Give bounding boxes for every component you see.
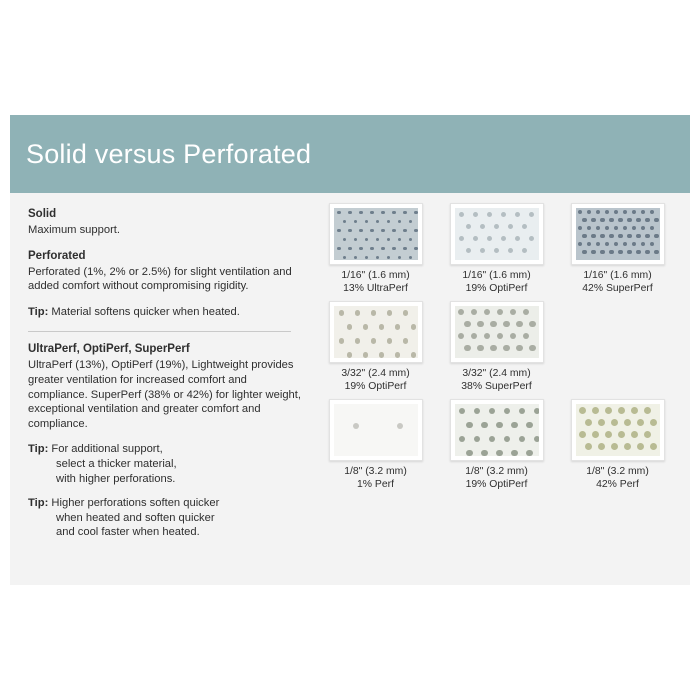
sample-perf-1 [319,399,432,491]
perforation-dot [609,234,613,238]
tip-2-line-2: select a thicker material, [56,457,177,470]
sample-optiperf-19-3-32 [319,301,432,393]
perforation-dot [511,422,518,429]
perforation-dot [365,238,368,241]
perforation-dot [627,218,631,222]
perforation-pattern [334,208,418,260]
sample-caption-size: 3/32" (2.4 mm) [341,368,410,379]
perforation-dot [515,236,520,241]
perforation-dot [637,443,644,450]
perforation-dot [395,352,401,358]
perforation-dot [355,310,361,316]
perforation-dot [654,234,658,238]
perforation-dot [654,218,658,222]
perf-grades-block [28,342,305,431]
perforation-dot [600,218,604,222]
perforation-dot [490,321,497,328]
tip-1-text: Material softens quicker when heated. [51,305,240,318]
perforation-dot [650,226,654,230]
perforation-dot [526,450,533,456]
perforation-dot [523,309,530,316]
perforation-dot [519,408,526,415]
perforation-dot [348,211,351,214]
perforation-dot [343,220,346,223]
sample-caption-grade: 13% UltraPerf [343,283,408,294]
perforation-dot [414,247,417,250]
perforation-dot [632,242,636,246]
page-title: Solid versus Perforated [26,138,312,169]
perforation-dot [481,422,488,429]
perforation-dot [359,229,362,232]
perforation-pattern [455,208,539,260]
perforation-dot [582,218,586,222]
perforation-dot [379,324,385,330]
perforation-pattern [576,208,660,260]
divider [28,331,291,332]
perforation-dot [477,345,484,352]
tip-2 [28,442,305,486]
perforation-dot [365,220,368,223]
perforation-dot [409,256,412,259]
perforation-dot [598,443,605,450]
perforation-dot [397,423,403,429]
perforation-dot [644,431,651,438]
perf-grades-text: UltraPerf (13%), OptiPerf (19%), Lightweight provides greater ventilation for increased comfort and compliance. SuperPerf (38% or 42%) for lighter weight, exceptional ventilation and greater comfort and compliance. [28,359,301,430]
perforation-dot [414,229,417,232]
perforation-dot [392,229,395,232]
perforation-dot [387,338,393,344]
tip-2-line-3: with higher perforations. [56,472,176,485]
perforation-dot [365,256,368,259]
perforation-dot [497,309,504,316]
perforation-dot [641,242,645,246]
perforation-dot [522,248,527,253]
perforation-dot [623,242,627,246]
perforation-dot [494,224,499,229]
perforation-dot [347,352,353,358]
sample-optiperf-19-1-8 [440,399,553,491]
swatch-image-perf-1 [329,399,423,461]
perforation-dot [370,247,373,250]
perforation-dot [650,419,657,426]
perforation-dot [591,250,595,254]
perforation-dot [459,236,464,241]
perforation-dot [650,210,654,214]
swatch-image-optiperf-19-3-32 [329,301,423,363]
perforation-dot [363,352,369,358]
perforation-dot [503,321,510,328]
swatch-image-optiperf-19-1-8 [450,399,544,461]
sample-superperf-42-1-16 [561,203,674,295]
perforation-dot [587,210,591,214]
tip-1-label: Tip: [28,305,49,318]
perforation-dot [579,431,586,438]
perforation-dot [473,212,478,217]
sample-grid [315,193,690,585]
sample-perf-42-1-8 [561,399,674,491]
perforation-dot [464,321,471,328]
perforation-dot [641,210,645,214]
sample-caption-grade: 19% OptiPerf [344,381,407,392]
perforation-dot [353,423,359,429]
perforation-dot [348,229,351,232]
perforation-dot [359,247,362,250]
perforation-dot [627,234,631,238]
perforation-pattern [455,404,539,456]
perforation-dot [398,220,401,223]
perforation-dot [596,210,600,214]
tip-2-line-1: For additional support, [51,443,163,456]
perforation-dot [496,422,503,429]
perforation-dot [522,224,527,229]
perforation-pattern [334,404,418,456]
perforation-dot [636,250,640,254]
perforation-dot [409,220,412,223]
tip-3-line-1: Higher perforations soften quicker [51,497,220,510]
perforation-dot [632,226,636,230]
perforation-dot [611,443,618,450]
perforation-dot [605,407,612,414]
perforation-dot [403,211,406,214]
perforation-dot [501,236,506,241]
perforation-dot [494,248,499,253]
tip-3-line-3: and cool faster when heated. [56,526,200,539]
perforation-dot [627,250,631,254]
perforation-dot [578,226,582,230]
perforation-dot [605,242,609,246]
perforation-dot [392,247,395,250]
perforation-dot [585,443,592,450]
sample-caption-grade: 38% SuperPerf [461,381,532,392]
perforation-dot [343,256,346,259]
perforation-dot [466,224,471,229]
perforation-dot [459,408,466,415]
perforation-dot [611,419,618,426]
perforation-dot [398,238,401,241]
perforation-dot [503,345,510,352]
perforation-dot [355,338,361,344]
perforation-dot [587,226,591,230]
perforation-dot [371,338,377,344]
perforation-dot [534,408,539,415]
perforation-dot [409,238,412,241]
perforation-dot [381,247,384,250]
perforation-dot [511,450,518,456]
perforation-dot [376,238,379,241]
perforation-dot [609,250,613,254]
sample-row [319,399,682,491]
perforation-dot [587,242,591,246]
sample-caption-size: 1/16" (1.6 mm) [462,270,531,281]
tip-3-line-2: when heated and soften quicker [56,511,215,524]
perforation-dot [614,242,618,246]
tip-3 [28,496,305,540]
sample-row [319,203,682,295]
perforation-dot [403,338,409,344]
perforation-dot [636,234,640,238]
perforation-dot [339,310,345,316]
perforation-dot [370,211,373,214]
sample-optiperf-19-1-16 [440,203,553,295]
sample-caption-size: 1/8" (3.2 mm) [465,466,528,477]
perforation-dot [497,333,504,340]
perforation-dot [650,443,657,450]
sample-caption-grade: 19% OptiPerf [465,283,528,294]
perforation-dot [387,310,393,316]
swatch-image-superperf-42-1-16 [571,203,665,265]
perforation-dot [600,234,604,238]
perforation-dot [508,224,513,229]
sample-caption-size: 1/8" (3.2 mm) [586,466,649,477]
sample-superperf-38-3-32 [440,301,553,393]
sample-row [319,301,682,393]
perforation-dot [354,238,357,241]
perforation-pattern [455,306,539,358]
perforation-dot [398,256,401,259]
perforation-dot [598,419,605,426]
card-header [10,115,690,193]
perforated-block [28,249,305,294]
perforation-dot [381,211,384,214]
perforation-dot [645,250,649,254]
perforation-dot [501,212,506,217]
perforation-dot [403,310,409,316]
perforation-dot [392,211,395,214]
tip-3-label: Tip: [28,497,49,510]
perforation-dot [496,450,503,456]
perforation-dot [605,226,609,230]
perforation-dot [596,226,600,230]
perforation-dot [585,419,592,426]
perforation-dot [624,443,631,450]
perforation-dot [600,250,604,254]
swatch-image-ultraperf-13 [329,203,423,265]
perforation-dot [644,407,651,414]
perforation-dot [411,324,417,330]
perforation-dot [473,236,478,241]
perforation-dot [487,212,492,217]
perforation-dot [337,211,340,214]
perforation-dot [645,234,649,238]
perforation-dot [582,250,586,254]
perforation-dot [387,256,390,259]
perforation-dot [489,436,496,443]
perforation-dot [466,422,473,429]
perforated-title: Perforated [28,249,86,262]
sample-caption-grade: 19% OptiPerf [465,479,528,490]
perforation-dot [645,218,649,222]
perforation-dot [490,345,497,352]
perforation-dot [458,309,465,316]
solid-block [28,207,305,238]
perforation-dot [534,436,539,443]
sample-ultraperf-13 [319,203,432,295]
perforation-dot [370,229,373,232]
sample-caption-grade: 1% Perf [357,479,394,490]
perforation-dot [403,229,406,232]
perforation-dot [578,210,582,214]
perforation-pattern [334,306,418,358]
card-body [10,193,690,585]
perforation-dot [582,234,586,238]
tip-1 [28,305,305,320]
perforation-dot [523,333,530,340]
description-column [10,193,315,585]
perforation-dot [411,352,417,358]
perforation-dot [459,212,464,217]
swatch-image-superperf-38-3-32 [450,301,544,363]
perforation-dot [395,324,401,330]
perforation-dot [481,450,488,456]
perforation-dot [376,256,379,259]
perforated-text: Perforated (1%, 2% or 2.5%) for slight ventilation and added comfort without compromising rigidity. [28,265,292,293]
perforation-dot [359,211,362,214]
perforation-dot [529,321,536,328]
perforation-dot [591,234,595,238]
perforation-dot [510,333,517,340]
perforation-dot [605,210,609,214]
perforation-dot [337,247,340,250]
perforation-dot [371,310,377,316]
perforation-dot [618,250,622,254]
perforation-dot [614,210,618,214]
perforation-dot [654,250,658,254]
swatch-image-perf-42-1-8 [571,399,665,461]
perforation-dot [516,345,523,352]
perforation-dot [623,226,627,230]
perforation-dot [381,229,384,232]
sample-caption-grade: 42% SuperPerf [582,283,653,294]
perforation-dot [526,422,533,429]
perforation-dot [489,408,496,415]
perforation-dot [624,419,631,426]
perforation-dot [605,431,612,438]
perforation-dot [484,309,491,316]
perforation-dot [347,324,353,330]
perforation-dot [515,212,520,217]
perforation-dot [414,211,417,214]
perforation-dot [592,431,599,438]
perforation-dot [591,218,595,222]
perforation-dot [609,218,613,222]
perforation-dot [354,220,357,223]
perforation-dot [339,338,345,344]
perforation-dot [631,407,638,414]
perforation-dot [578,242,582,246]
perforation-dot [337,229,340,232]
perforation-dot [618,407,625,414]
perforation-dot [516,321,523,328]
perforation-dot [466,248,471,253]
perforation-dot [510,309,517,316]
perforation-dot [471,333,478,340]
perforation-dot [614,226,618,230]
sample-caption-size: 1/16" (1.6 mm) [583,270,652,281]
perforation-dot [529,236,534,241]
perforation-dot [487,236,492,241]
perforation-dot [508,248,513,253]
solid-text: Maximum support. [28,224,121,236]
sample-caption-size: 1/8" (3.2 mm) [344,466,407,477]
perforation-dot [474,408,481,415]
perforation-dot [529,345,536,352]
perforation-dot [529,212,534,217]
perforation-dot [641,226,645,230]
perforation-dot [387,220,390,223]
perforation-dot [459,436,466,443]
perforation-dot [618,218,622,222]
perforation-dot [474,436,481,443]
perforation-dot [623,210,627,214]
perforation-dot [466,450,473,456]
perforation-dot [519,436,526,443]
sample-caption-size: 1/16" (1.6 mm) [341,270,410,281]
perforation-dot [471,309,478,316]
perforation-dot [632,210,636,214]
perforation-dot [464,345,471,352]
perforation-dot [596,242,600,246]
perforation-dot [650,242,654,246]
perforation-dot [477,321,484,328]
perforation-dot [618,234,622,238]
perf-grades-title: UltraPerf, OptiPerf, SuperPerf [28,343,190,356]
perforation-dot [387,238,390,241]
perforation-dot [363,324,369,330]
perforation-dot [504,408,511,415]
perforation-dot [484,333,491,340]
perforation-dot [618,431,625,438]
infographic-card [10,115,690,585]
perforation-dot [637,419,644,426]
swatch-image-optiperf-19-1-16 [450,203,544,265]
perforation-dot [403,247,406,250]
perforation-dot [348,247,351,250]
perforation-dot [480,224,485,229]
sample-caption-grade: 42% Perf [596,479,639,490]
perforation-dot [379,352,385,358]
perforation-pattern [576,404,660,456]
perforation-dot [631,431,638,438]
perforation-dot [458,333,465,340]
sample-caption-size: 3/32" (2.4 mm) [462,368,531,379]
perforation-dot [343,238,346,241]
perforation-dot [480,248,485,253]
tip-2-label: Tip: [28,443,49,456]
perforation-dot [354,256,357,259]
solid-title: Solid [28,208,57,220]
perforation-dot [579,407,586,414]
perforation-dot [636,218,640,222]
perforation-dot [376,220,379,223]
perforation-dot [504,436,511,443]
perforation-dot [592,407,599,414]
